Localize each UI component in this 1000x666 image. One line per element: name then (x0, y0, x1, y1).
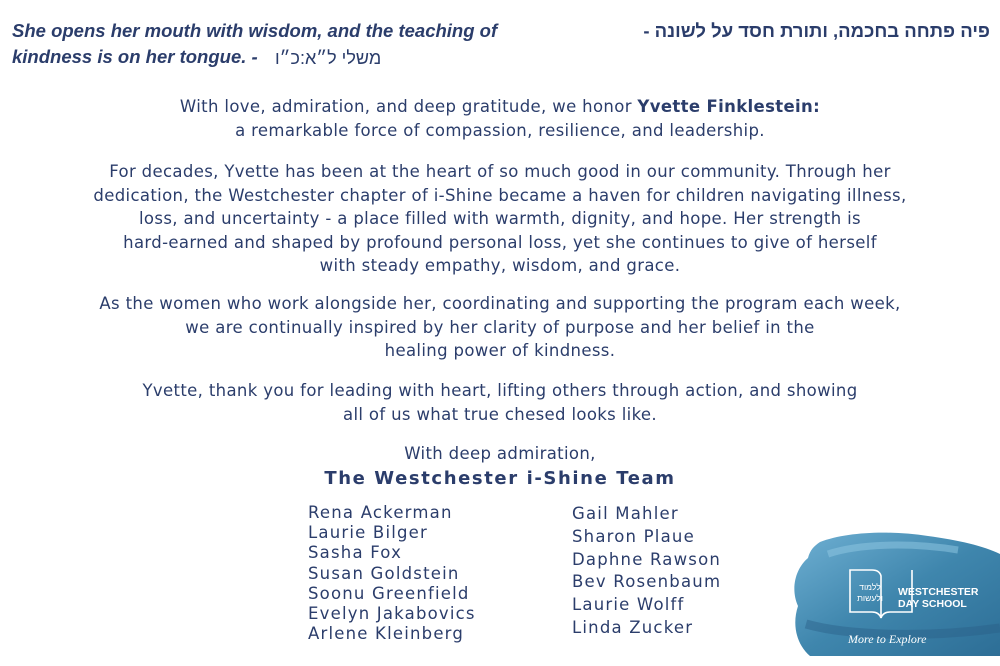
names-column-1 (308, 503, 476, 644)
quote-english-text: She opens her mouth with wisdom, and the teaching of kindness is on her tongue. (12, 20, 498, 67)
colleagues-line: As the women who work alongside her, coordinating and supporting the program each week, (99, 294, 901, 313)
list-item: Laurie Wolff (572, 595, 685, 615)
tribute-line: loss, and uncertainty - a place filled with warmth, dignity, and hope. Her strength is (139, 209, 861, 228)
tribute-line: dedication, the Westchester chapter of i-Shine became a haven for children navigating illness, (93, 185, 907, 205)
thanks-line: Yvette, thank you for leading with heart, lifting others through action, and showing (142, 381, 858, 400)
list-item: Sharon Plaue (572, 526, 695, 546)
tribute-line: For decades, Yvette has been at the heart of so much good in our community. Through her (109, 162, 891, 181)
list-item: Susan Goldstein (308, 563, 460, 583)
tribute-line: hard-earned and shaped by profound personal loss, yet she continues to give of herself (123, 232, 877, 252)
quote-source-hebrew: משלי ל״א:כ״ו (275, 48, 382, 68)
intro-prefix: With love, admiration, and deep gratitude, we honor (179, 97, 638, 116)
intro-line-2: a remarkable force of compassion, resilience, and leadership. (235, 120, 765, 140)
westchester-day-school-logo (788, 528, 1000, 656)
tribute-line: with steady empathy, wisdom, and grace. (319, 256, 681, 275)
list-item: Soonu Greenfield (308, 583, 470, 603)
intro-paragraph (40, 95, 960, 142)
colleagues-paragraph (40, 292, 960, 363)
logo-name-line-1: WESTCHESTER (898, 586, 979, 598)
thanks-line: all of us what true chesed looks like. (342, 404, 657, 424)
logo-hebrew-line-2: ולעשות (857, 593, 883, 603)
quote-separator: - (246, 46, 258, 67)
list-item: Evelyn Jakabovics (308, 604, 476, 624)
names-column-2 (572, 503, 721, 640)
logo-hebrew-line-1: ללמוד (859, 582, 881, 592)
logo-tagline: More to Explore (848, 632, 927, 646)
honoree-name: Yvette Finklestein: (637, 97, 821, 116)
list-item: Sasha Fox (308, 543, 403, 563)
tribute-paragraph (40, 160, 960, 278)
closing-line: With deep admiration, (404, 444, 596, 463)
list-item: Laurie Bilger (308, 523, 429, 543)
colleagues-line: we are continually inspired by her clarity of purpose and her belief in the (185, 317, 815, 337)
intro-line-1 (40, 95, 960, 119)
list-item: Linda Zucker (572, 617, 694, 637)
closing-block (40, 442, 960, 491)
list-item: Bev Rosenbaum (572, 572, 722, 592)
thanks-paragraph (40, 379, 960, 426)
list-item: Gail Mahler (572, 504, 679, 523)
list-item: Daphne Rawson (572, 549, 722, 569)
logo-name-line-2: DAY SCHOOL (898, 598, 967, 610)
quote-hebrew: פיה פתחה בחכמה, ותורת חסד על לשונה - (643, 20, 990, 41)
list-item: Rena Ackerman (308, 503, 453, 522)
team-signature: The Westchester i-Shine Team (324, 467, 676, 489)
colleagues-line: healing power of kindness. (384, 341, 616, 360)
list-item: Arlene Kleinberg (308, 624, 465, 644)
